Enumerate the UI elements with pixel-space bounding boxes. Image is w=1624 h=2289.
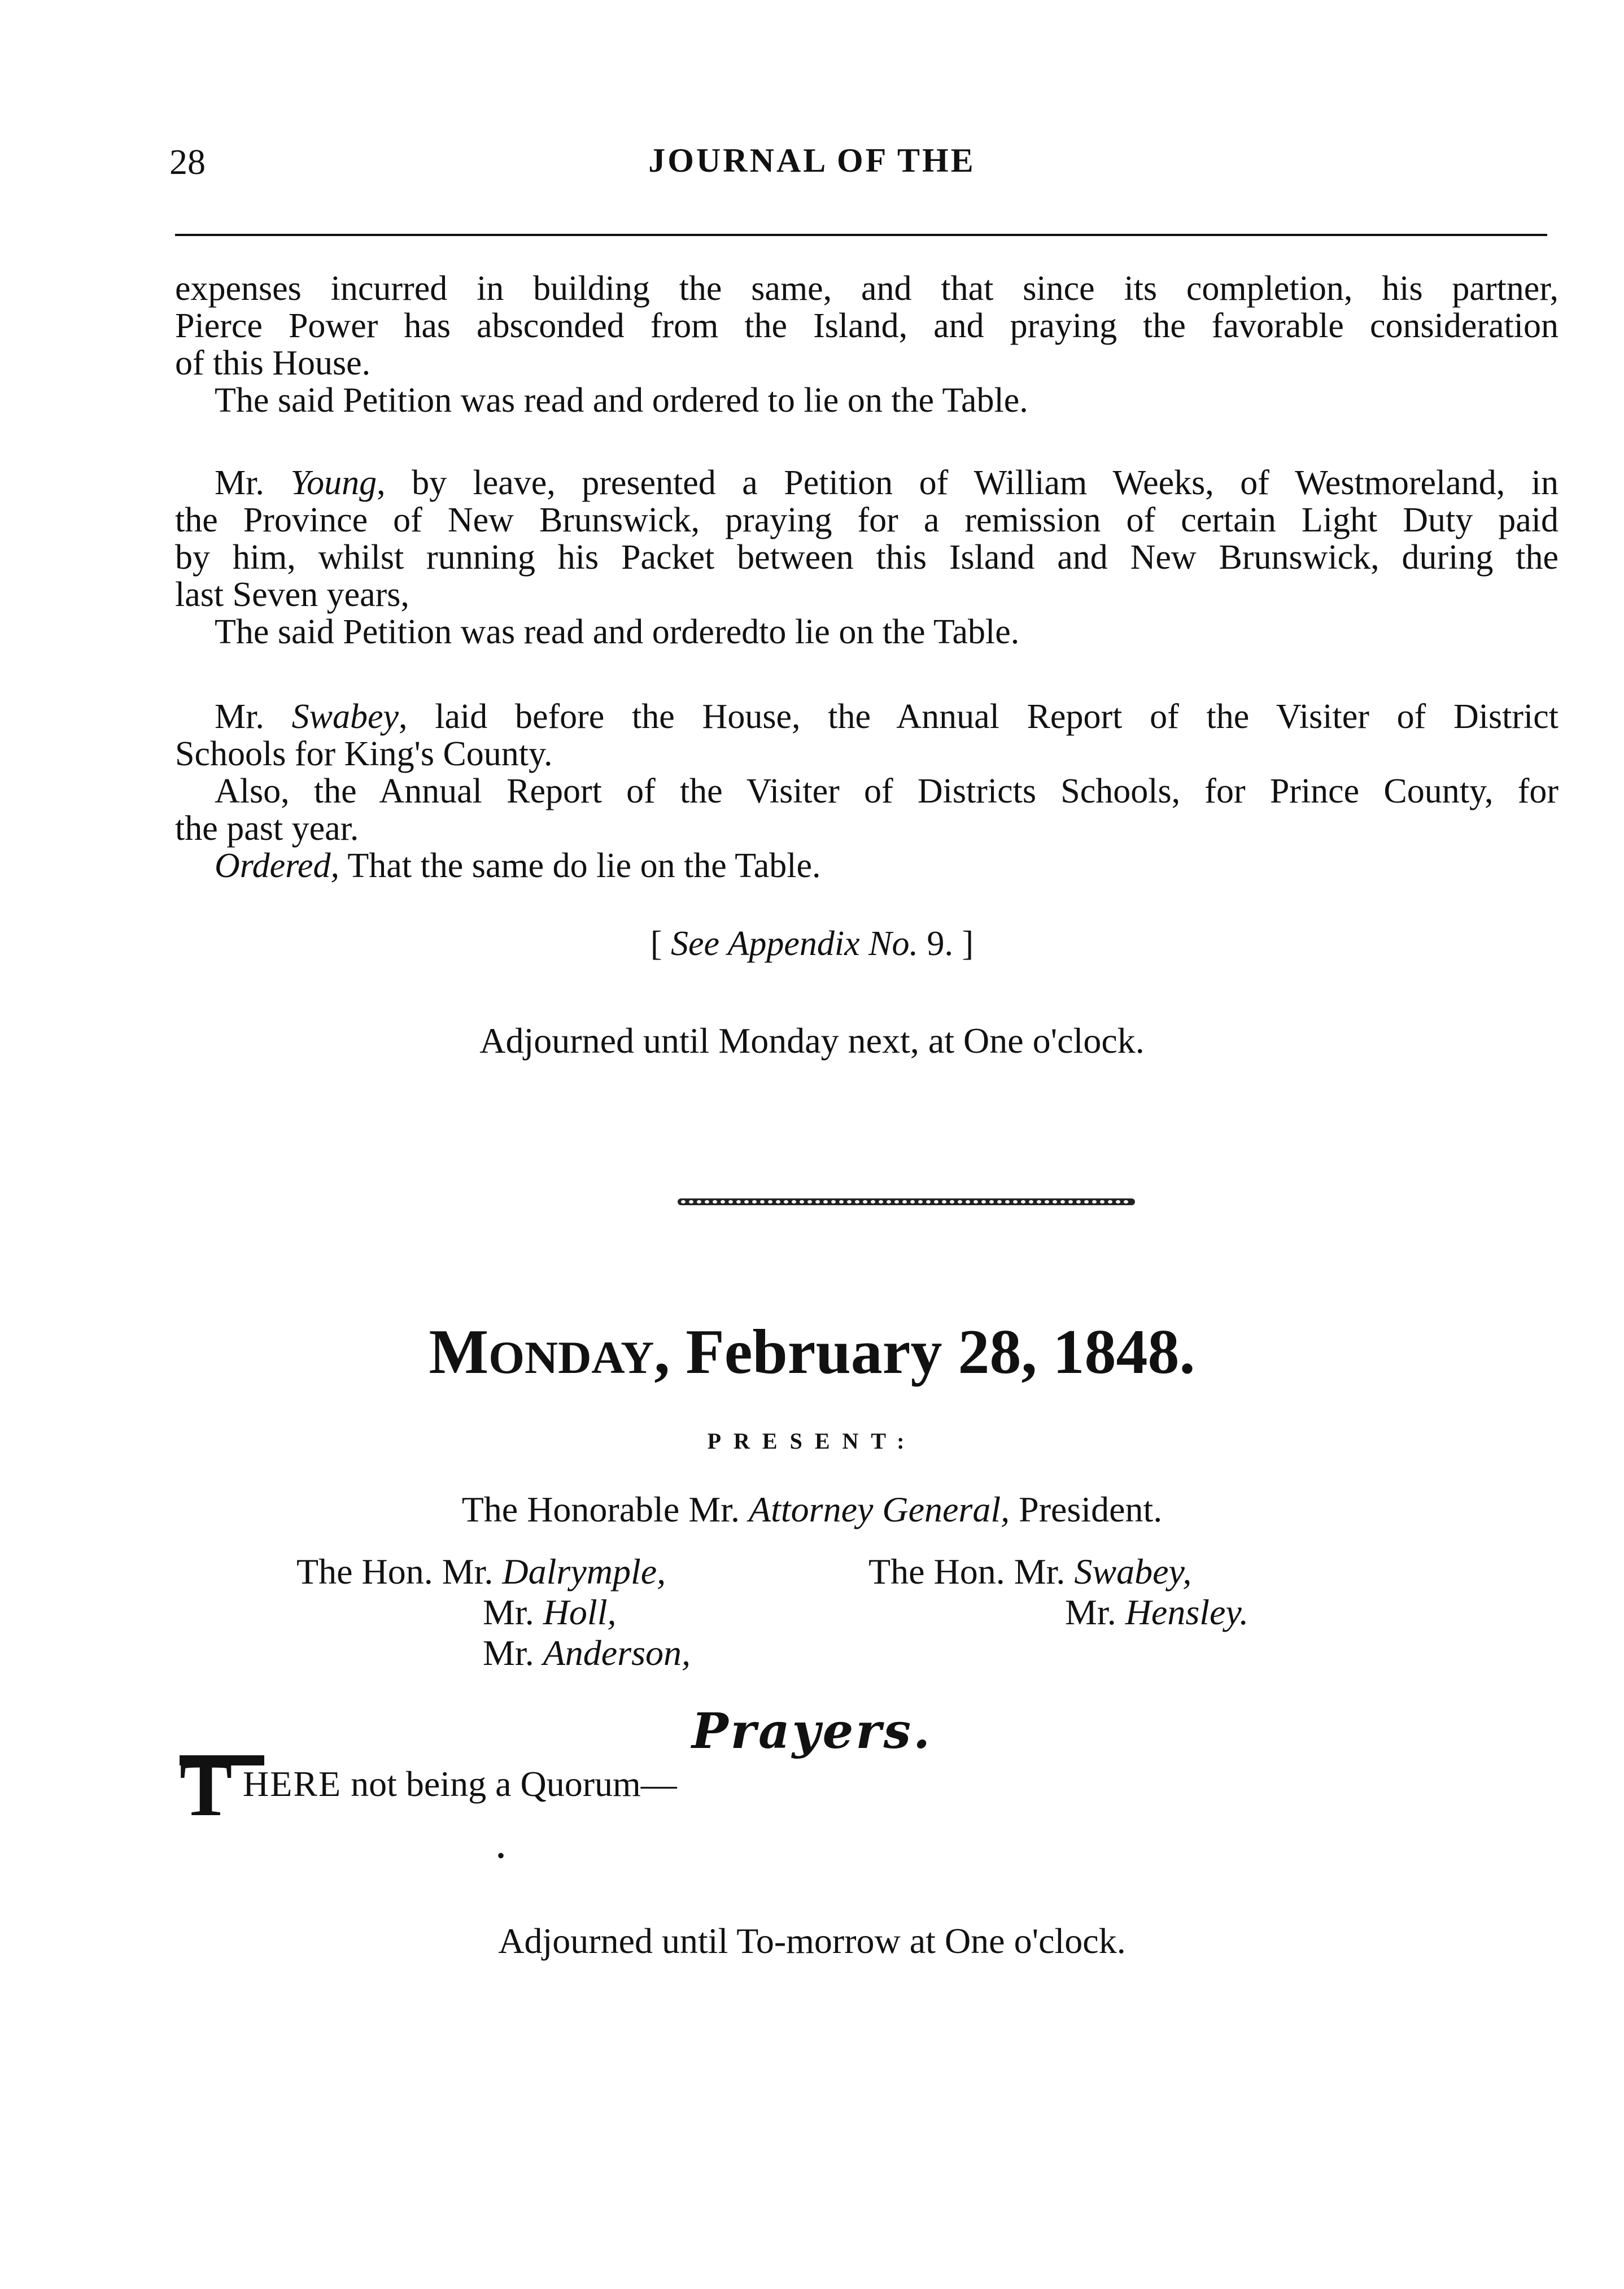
text-line: Also, the Annual Report of the Visiter of Districts Schools, for Prince County, for	[215, 772, 1558, 810]
day-heading: MONDAY, February 28, 1848.	[429, 1317, 1195, 1387]
text-line: Pierce Power has absconded from the Island, and praying the favorable consideration	[175, 307, 1558, 345]
member-entry: The Hon. Mr. Dalrymple,	[296, 1551, 666, 1592]
text-line: Mr. Young, by leave, presented a Petition of William Weeks, of Westmoreland, in	[215, 464, 1558, 502]
petition-power-paragraph	[175, 270, 1558, 419]
text-line: of this House.	[175, 344, 371, 382]
text-line: by him, whilst running his Packet between this Island and New Brunswick, during the	[175, 538, 1558, 577]
text-line: the Province of New Brunswick, praying for a remission of certain Light Duty paid	[175, 501, 1558, 539]
drop-cap: T	[180, 1745, 233, 1833]
quorum-line: HERE not being a Quorum—	[243, 1764, 677, 1804]
prayers-heading: Prayers.	[691, 1703, 933, 1760]
member-name: Swabey	[291, 697, 399, 736]
text-line: The said Petition was read and orderedto lie on the Table.	[215, 613, 1020, 651]
text-line: Ordered, That the same do lie on the Table.	[215, 847, 821, 885]
adjournment-line: Adjourned until To-morrow at One o'clock.	[498, 1921, 1126, 1961]
adjournment-line: Adjourned until Monday next, at One o'clock.	[479, 1021, 1145, 1061]
text-line: Mr. Swabey, laid before the House, the Annual Report of the Visiter of District	[215, 697, 1558, 736]
ornamental-divider	[678, 1196, 1135, 1207]
text-line: the past year.	[175, 809, 359, 848]
header-rule	[175, 234, 1547, 236]
president-line: The Honorable Mr. Attorney General, President.	[461, 1489, 1163, 1529]
member-entry: Mr. Hensley.	[1065, 1592, 1249, 1632]
text-line: expenses incurred in building the same, and that since its completion, his partner,	[175, 269, 1558, 308]
appendix-reference: [ See Appendix No. 9. ]	[650, 925, 974, 963]
schools-report-paragraph	[175, 698, 1558, 884]
member-entry: Mr. Anderson,	[483, 1633, 691, 1673]
present-label: PRESENT:	[707, 1428, 917, 1454]
text-line: The said Petition was read and ordered to lie on the Table.	[215, 381, 1028, 420]
member-entry: Mr. Holl,	[483, 1592, 617, 1632]
stray-mark: •	[497, 1843, 505, 1868]
member-entry: The Hon. Mr. Swabey,	[868, 1551, 1192, 1592]
text-line: last Seven years,	[175, 575, 409, 614]
running-title: JOURNAL OF THE	[648, 142, 976, 179]
page-number: 28	[169, 142, 206, 182]
text-line: Schools for King's County.	[175, 735, 553, 773]
petition-weeks-paragraph	[175, 464, 1558, 651]
member-name: Young	[290, 464, 377, 502]
